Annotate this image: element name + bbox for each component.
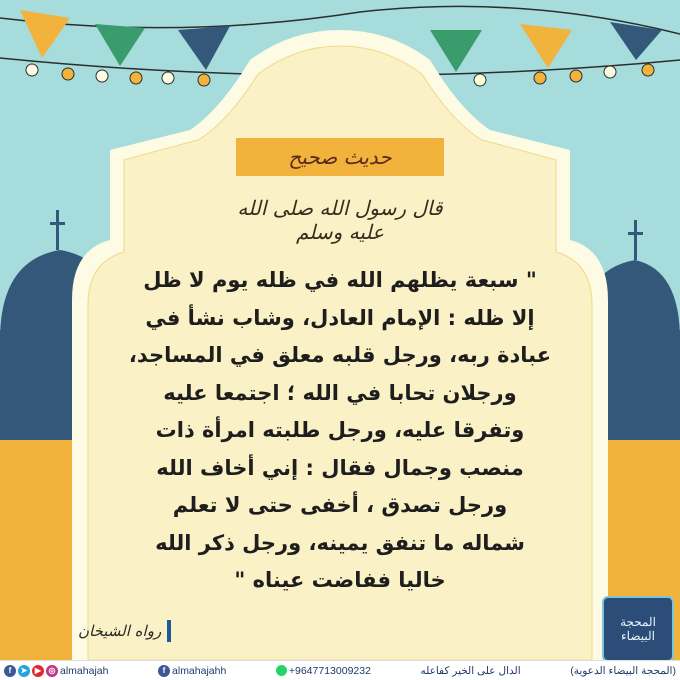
hadith-line: إلا ظله : الإمام العادل، وشاب نشأ في: [145, 305, 535, 330]
page-title: حديث صحيح: [288, 145, 392, 169]
hadith-line: ورجل تصدق ، أخفى حتى لا تعلم: [172, 493, 508, 517]
logo: [602, 596, 674, 662]
narrator-accent-bar: [167, 620, 171, 642]
hadith-body: [102, 262, 578, 600]
title-banner: [236, 138, 444, 176]
hadith-line: ورجلان تحابا في الله ؛ اجتمعا عليه: [163, 380, 517, 405]
logo-line: البيضاء: [621, 629, 655, 643]
footer-phone[interactable]: +9647713009232: [288, 664, 371, 677]
narrator-label: [78, 618, 196, 644]
hadith-line: وتفرقا عليه، ورجل طلبته امرأة ذات: [155, 418, 525, 442]
footer-bar: [0, 660, 680, 680]
facebook-icon[interactable]: f: [4, 665, 16, 677]
hadith-line: " سبعة يظلهم الله في ظله يوم لا ظل: [143, 268, 537, 292]
attribution-text: قال رسول الله صلى الله عليه وسلم: [237, 196, 443, 244]
instagram-icon[interactable]: ◎: [46, 665, 58, 677]
footer-slogan: الدال على الخير كفاعله: [420, 664, 521, 677]
hadith-line: منصب وجمال فقال : إني أخاف الله: [156, 455, 524, 480]
narrator-text: رواه الشيخان: [78, 622, 162, 640]
hadith-line: خاليا ففاضت عيناه ": [234, 568, 446, 592]
telegram-icon[interactable]: ➤: [18, 665, 30, 677]
hadith-line: شماله ما تنفق يمينه، ورجل ذكر الله: [155, 530, 525, 555]
footer-handle[interactable]: almahajah: [60, 664, 109, 677]
logo-line: المحجة: [620, 615, 656, 629]
footer-handle[interactable]: almahajahh: [172, 664, 227, 677]
whatsapp-icon[interactable]: [276, 665, 287, 676]
hadith-line: عبادة ربه، ورجل قلبه معلق في المساجد،: [128, 343, 552, 367]
youtube-icon[interactable]: ▶: [32, 665, 44, 677]
facebook-icon[interactable]: f: [158, 665, 170, 677]
footer-org: (المحجة البيضاء الدعوية): [570, 664, 676, 677]
